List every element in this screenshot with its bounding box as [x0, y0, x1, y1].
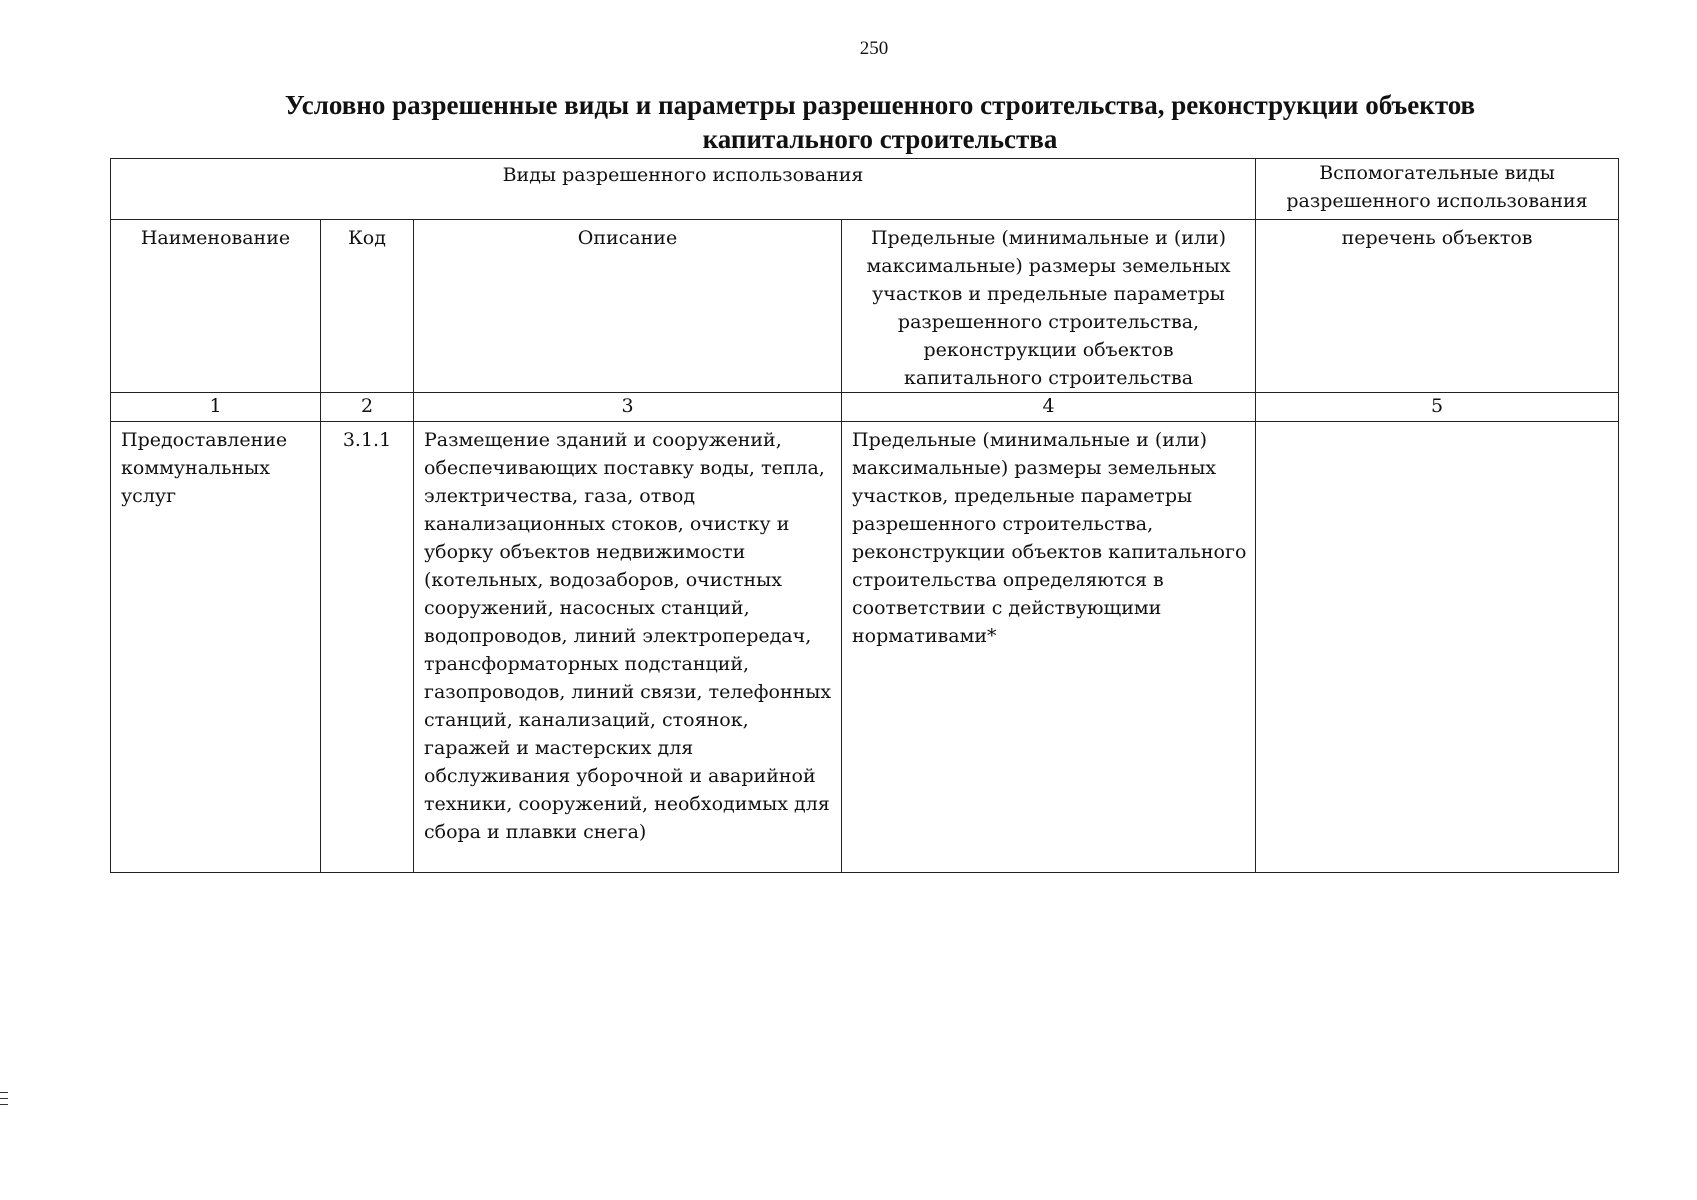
cell-description: Размещение зданий и сооружений, обеспечивающих поставку воды, тепла, электричества, газа, отвод канализационных стоков, очистку и уборку объектов недвижимости (котельных, водозаборов, очистных сооружений, насосных станций, водопроводов, линий электропередач, трансформаторных подстанций, газопроводов, линий связи, телефонных станций, канализаций, стоянок, гаражей и мастерских для обслуживания уборочной и аварийной техники, сооружений, необходимых для сбора и плавки снега)	[414, 422, 842, 873]
cell-name: Предоставление коммунальных услуг	[111, 422, 321, 873]
column-header-objects: перечень объектов	[1256, 220, 1619, 393]
scan-artifact-mark	[0, 1104, 8, 1105]
column-header-limits: Предельные (минимальные и (или) максимальные) размеры земельных участков и предельные параметры разрешенного строительства, реконструкции объектов капитального строительства	[842, 220, 1256, 393]
document-title	[220, 88, 1540, 156]
table-group-header-row	[111, 159, 1619, 220]
column-header-description: Описание	[414, 220, 842, 393]
scan-artifact-mark	[0, 1098, 8, 1099]
column-number: 3	[414, 393, 842, 422]
scan-artifact-mark	[0, 1092, 8, 1093]
document-title-line-1: Условно разрешенные виды и параметры разрешенного строительства, реконструкции объектов	[284, 90, 1476, 120]
group-header-auxiliary-uses: Вспомогательные виды разрешенного использования	[1256, 159, 1619, 220]
cell-objects	[1256, 422, 1619, 873]
column-number: 1	[111, 393, 321, 422]
page-number: 250	[859, 38, 889, 59]
document-title-line-2: капитального строительства	[702, 124, 1058, 154]
table-column-header-row	[111, 220, 1619, 393]
column-header-code: Код	[321, 220, 414, 393]
cell-limits: Предельные (минимальные и (или) максимальные) размеры земельных участков, предельные параметры разрешенного строительства, реконструкции объектов капитального строительства определяются в соответствии с действующими нормативами*	[842, 422, 1256, 873]
cell-code: 3.1.1	[321, 422, 414, 873]
permitted-uses-table	[110, 158, 1619, 873]
group-header-permitted-uses: Виды разрешенного использования	[111, 159, 1256, 220]
column-number: 5	[1256, 393, 1619, 422]
table-row	[111, 422, 1619, 873]
column-number: 4	[842, 393, 1256, 422]
column-number: 2	[321, 393, 414, 422]
column-header-name: Наименование	[111, 220, 321, 393]
column-numbering-row	[111, 393, 1619, 422]
